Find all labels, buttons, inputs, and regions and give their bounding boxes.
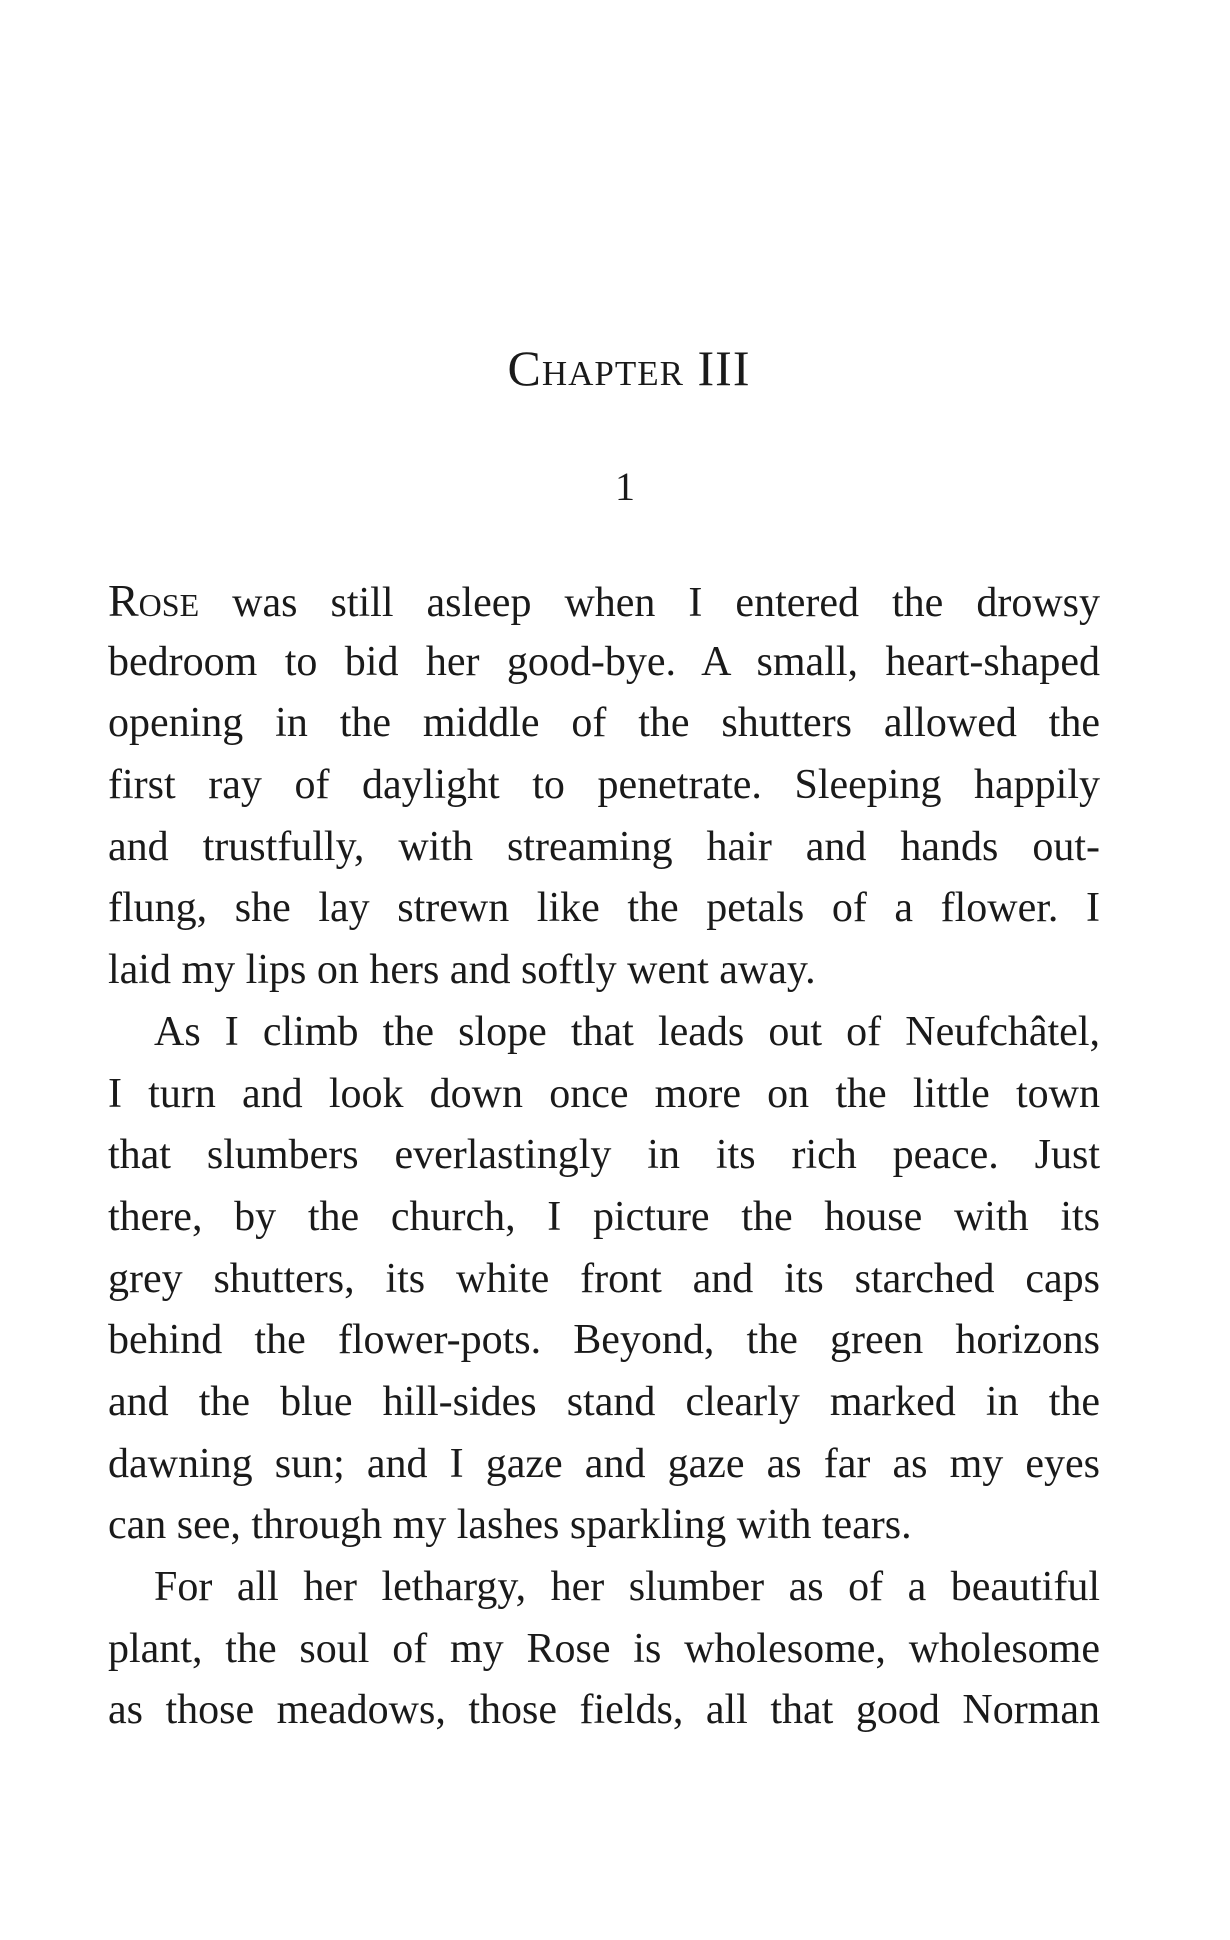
chapter-title	[0, 338, 1230, 398]
body-text	[108, 570, 1100, 1742]
paragraph-line: plant, the soul of my Rose is wholesome, wholesome	[108, 1625, 1100, 1672]
paragraph-line: behind the flower-pots. Beyond, the green horizons	[108, 1317, 1100, 1364]
paragraph-line: and the blue hill-sides stand clearly marked in the	[108, 1378, 1100, 1425]
paragraph-line: grey shutters, its white front and its starched caps	[108, 1255, 1100, 1302]
paragraph-line: and trustfully, with streaming hair and hands out-	[108, 823, 1100, 870]
section-number: 1	[615, 464, 635, 509]
paragraph-line: bedroom to bid her good-bye. A small, heart-shaped	[108, 638, 1100, 685]
paragraph-line: As I climb the slope that leads out of Neufchâtel,	[154, 1008, 1100, 1055]
paragraph-line: Rose was still asleep when I entered the drowsy	[108, 575, 1100, 626]
chapter-title-word: Chapter	[507, 340, 685, 396]
paragraph-line: opening in the middle of the shutters allowed the	[108, 700, 1100, 747]
paragraph-line: can see, through my lashes sparkling with tears.	[108, 1502, 912, 1549]
paragraph-line: flung, she lay strewn like the petals of a flower. I	[108, 885, 1100, 932]
paragraph-line: For all her lethargy, her slumber as of a beautiful	[154, 1564, 1100, 1610]
paragraph-line: as those meadows, those fields, all that good Norman	[108, 1687, 1100, 1734]
paragraph-line: dawning sun; and I gaze and gaze as far as my eyes	[108, 1440, 1100, 1487]
paragraph-line: laid my lips on hers and softly went away.	[108, 947, 816, 994]
lead-word: Rose	[108, 575, 200, 626]
paragraph-line: I turn and look down once more on the little town	[108, 1070, 1100, 1117]
chapter-title-numeral: III	[697, 340, 751, 396]
paragraph-line: that slumbers everlastingly in its rich peace. Just	[108, 1132, 1100, 1179]
paragraph-line: there, by the church, I picture the house with its	[108, 1193, 1100, 1240]
paragraph-line: first ray of daylight to penetrate. Sleeping happily	[108, 762, 1100, 809]
